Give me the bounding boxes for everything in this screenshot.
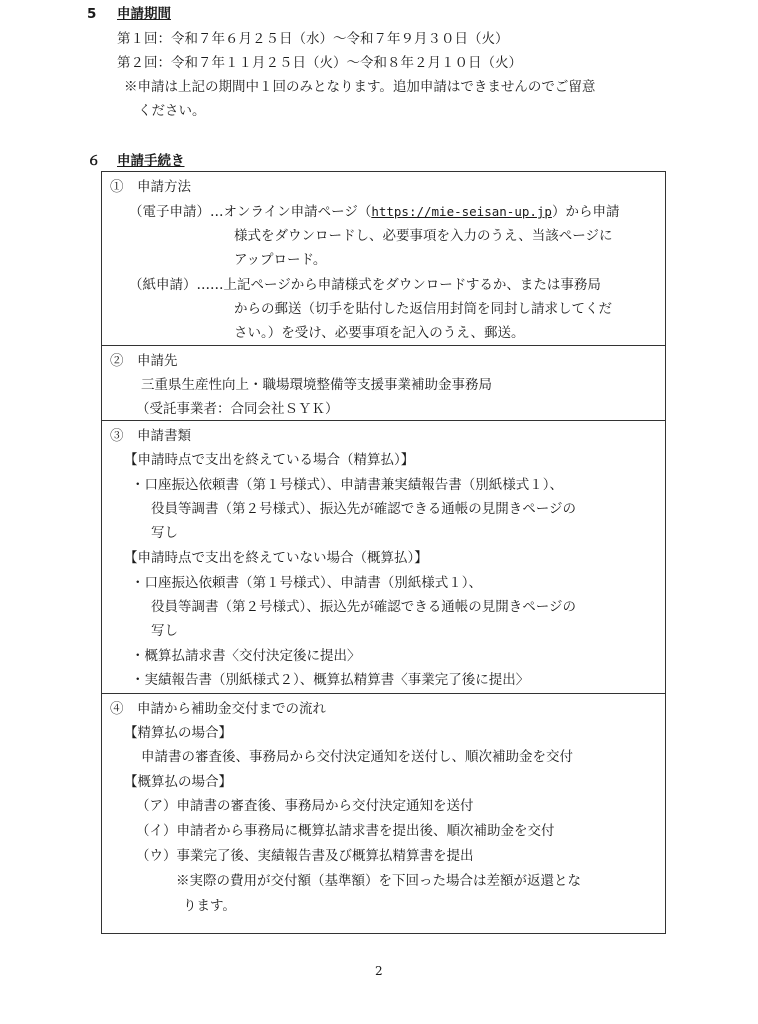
electronic-application-label: （電子申請）…オンライン申請ページ（ xyxy=(129,204,372,220)
documents-case-1-heading: 【申請時点で支出を終えている場合（精算払）】 xyxy=(124,452,415,468)
documents-case-2-line-2: 役員等調書（第２号様式）、振込先が確認できる通帳の見開きページの xyxy=(151,599,576,615)
documents-case-1-line-2: 役員等調書（第２号様式）、振込先が確認できる通帳の見開きページの xyxy=(151,501,576,517)
electronic-application-tail: ）から申請 xyxy=(551,204,620,220)
flow-refund-note-line-2: ります。 xyxy=(183,898,236,914)
period-round-2: 第２回：令和７年１１月２５日（火）～令和８年２月１０日（火） xyxy=(117,55,522,71)
paper-application-line-1: （紙申請）……上記ページから申請様式をダウンロードするか、または事務局 xyxy=(129,277,601,293)
section-6-number: ６ xyxy=(87,153,101,169)
box-3-title: ③ 申請書類 xyxy=(110,428,191,444)
online-application-link[interactable]: https://mie-seisan-up.jp xyxy=(371,204,552,219)
paper-application-line-2: からの郵送（切手を貼付した返信用封筒を同封し請求してくだ xyxy=(234,301,612,317)
documents-case-2-line-3: 写し xyxy=(151,623,178,639)
documents-case-2-line-1: ・口座振込依頼書（第１号様式）、申請書（別紙様式１）、 xyxy=(131,575,482,591)
flow-advance-step-i: （イ）申請者から事務局に概算払請求書を提出後、順次補助金を交付 xyxy=(136,823,555,839)
electronic-application-line-1 xyxy=(129,202,619,222)
flow-refund-note-line-1: ※実際の費用が交付額（基準額）を下回った場合は差額が返還とな xyxy=(176,873,581,889)
section-6-heading: 申請手続き xyxy=(117,153,185,169)
flow-settlement-line-1: 申請書の審査後、事務局から交付決定通知を送付し、順次補助金を交付 xyxy=(141,749,573,765)
electronic-application-line-3: アップロード。 xyxy=(234,252,327,268)
period-round-1: 第１回：令和７年６月２５日（水）～令和７年９月３０日（火） xyxy=(117,31,509,47)
documents-case-1-line-3: 写し xyxy=(151,525,178,541)
documents-case-2-heading: 【申請時点で支出を終えていない場合（概算払）】 xyxy=(124,550,428,566)
documents-case-2-line-4: ・概算払請求書〈交付決定後に提出〉 xyxy=(131,648,361,664)
documents-case-1-line-1: ・口座振込依頼書（第１号様式）、申請書兼実績報告書（別紙様式１）、 xyxy=(131,477,563,493)
flow-advance-step-a: （ア）申請書の審査後、事務局から交付決定通知を送付 xyxy=(136,798,474,814)
box-4-title: ④ 申請から補助金交付までの流れ xyxy=(110,701,326,717)
page-number: 2 xyxy=(375,964,383,978)
electronic-application-line-2: 様式をダウンロードし、必要事項を入力のうえ、当該ページに xyxy=(234,228,613,244)
destination-office-name: 三重県生産性向上・職場環境整備等支援事業補助金事務局 xyxy=(141,377,492,393)
period-note-line-2: ください。 xyxy=(138,103,206,119)
section-5-heading: 申請期間 xyxy=(117,6,171,22)
flow-advance-step-u: （ウ）事業完了後、実績報告書及び概算払精算書を提出 xyxy=(136,848,474,864)
application-method-box xyxy=(101,171,666,346)
destination-contractor: （受託事業者：合同会社ＳＹＫ） xyxy=(136,401,339,417)
box-2-title: ② 申請先 xyxy=(110,353,178,369)
period-note-line-1: ※申請は上記の期間中１回のみとなります。追加申請はできませんのでご留意 xyxy=(124,79,596,95)
flow-advance-heading: 【概算払の場合】 xyxy=(124,774,232,790)
section-5-number: 5 xyxy=(87,6,97,22)
paper-application-line-3: さい。）を受け、必要事項を記入のうえ、郵送。 xyxy=(234,325,525,341)
documents-case-2-line-5: ・実績報告書（別紙様式２）、概算払精算書〈事業完了後に提出〉 xyxy=(131,672,530,688)
box-1-title: ① 申請方法 xyxy=(110,179,191,195)
flow-settlement-heading: 【精算払の場合】 xyxy=(124,725,232,741)
